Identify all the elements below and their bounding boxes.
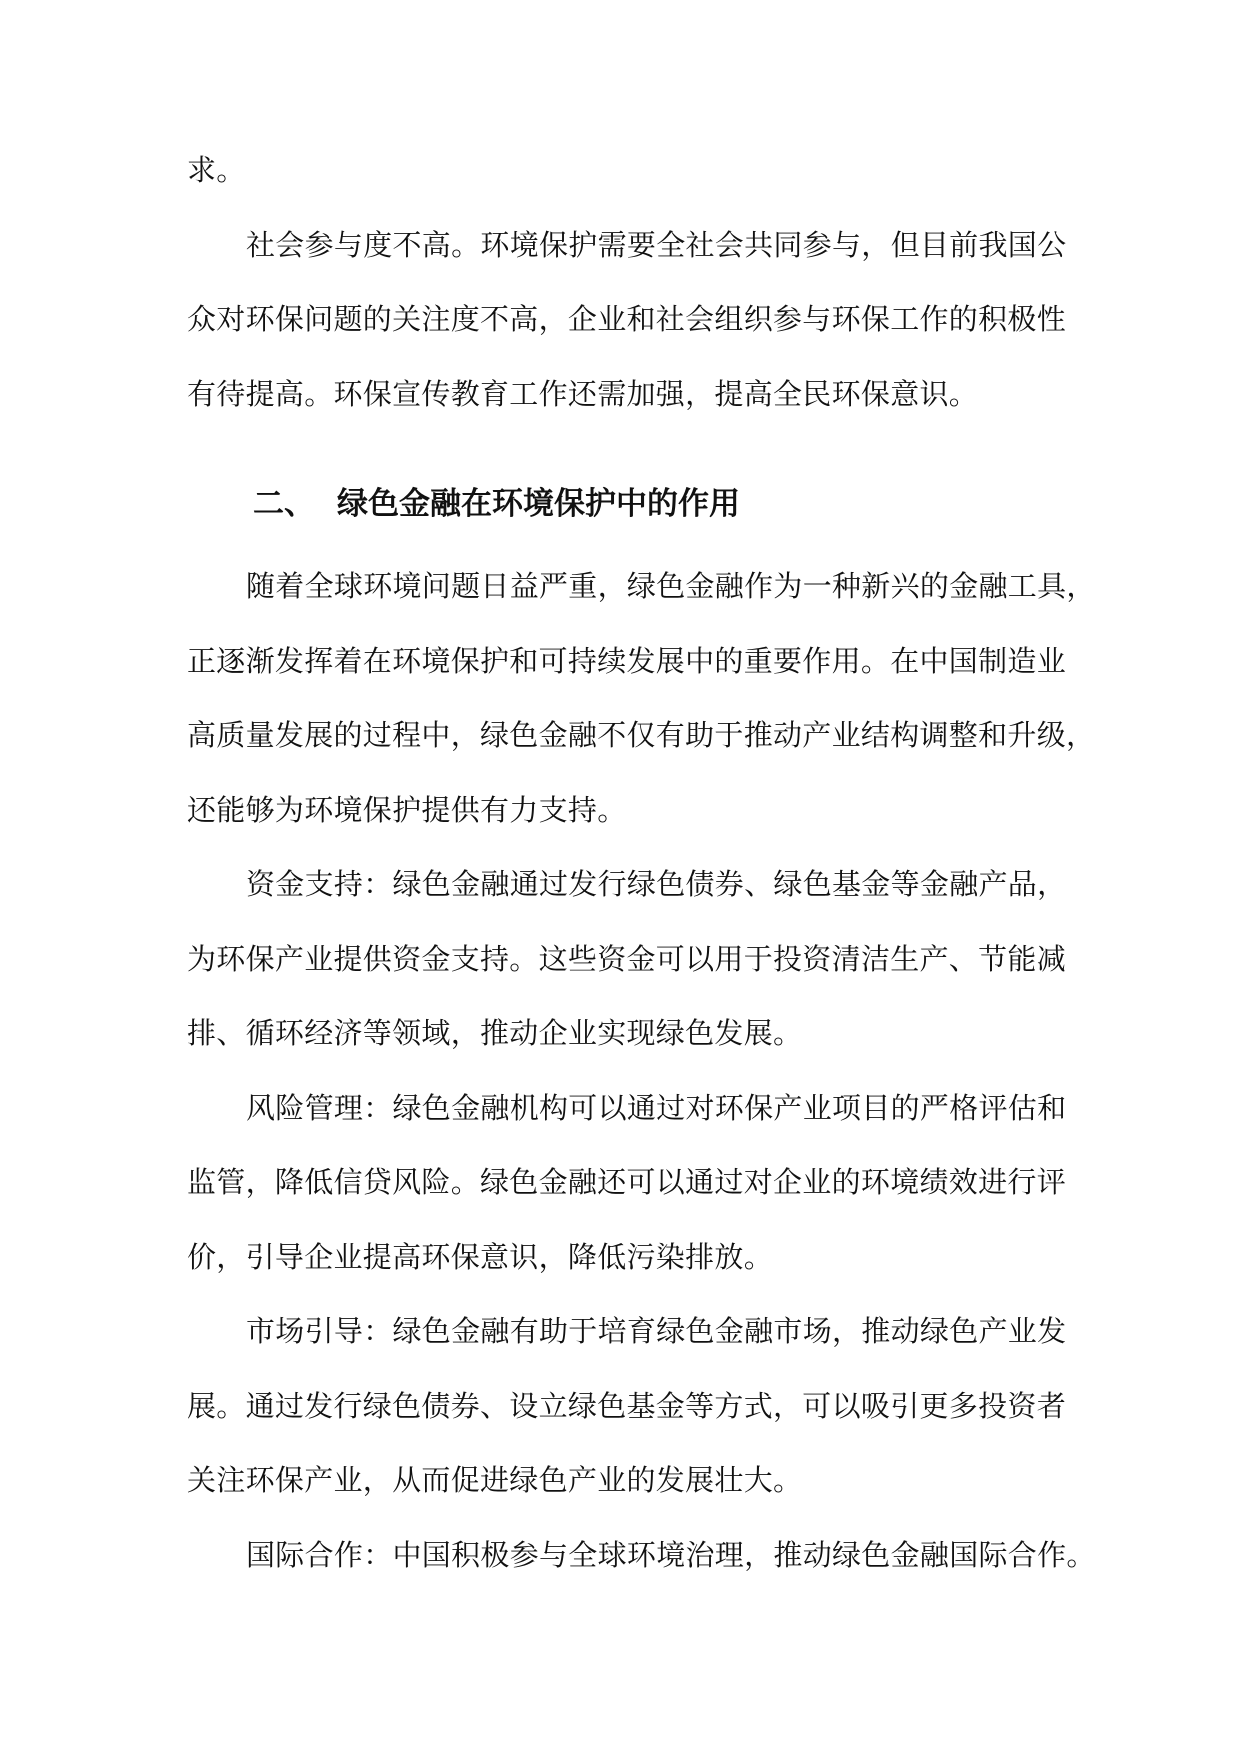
paragraph-line: 随着全球环境问题日益严重，绿色金融作为一种新兴的金融工具， [246, 569, 1096, 603]
paragraph-line: 市场引导：绿色金融有助于培育绿色金融市场，推动绿色产业发 [246, 1314, 1067, 1348]
paragraph-line: 还能够为环境保护提供有力支持。 [187, 793, 627, 827]
paragraph-line: 国际合作：中国积极参与全球环境治理，推动绿色金融国际合作。 [246, 1538, 1096, 1572]
paragraph-line: 众对环保问题的关注度不高，企业和社会组织参与环保工作的积极性 [187, 302, 1067, 336]
paragraph-line: 为环保产业提供资金支持。这些资金可以用于投资清洁生产、节能减 [187, 942, 1067, 976]
paragraph-line: 正逐渐发挥着在环境保护和可持续发展中的重要作用。在中国制造业 [187, 644, 1067, 678]
paragraph-line: 排、循环经济等领域，推动企业实现绿色发展。 [187, 1016, 803, 1050]
section-number: 二、 [253, 486, 315, 522]
paragraph-line: 有待提高。环保宣传教育工作还需加强，提高全民环保意识。 [187, 377, 979, 411]
paragraph-line: 社会参与度不高。环境保护需要全社会共同参与，但目前我国公 [246, 228, 1067, 262]
paragraph-line: 风险管理：绿色金融机构可以通过对环保产业项目的严格评估和 [246, 1091, 1067, 1125]
paragraph-line: 高质量发展的过程中，绿色金融不仅有助于推动产业结构调整和升级， [187, 718, 1096, 752]
paragraph-line: 价，引导企业提高环保意识，降低污染排放。 [187, 1240, 774, 1274]
section-heading [253, 485, 740, 523]
paragraph-line: 展。通过发行绿色债券、设立绿色基金等方式，可以吸引更多投资者 [187, 1389, 1067, 1423]
paragraph-line: 资金支持：绿色金融通过发行绿色债券、绿色基金等金融产品， [246, 867, 1067, 901]
paragraph-line: 求。 [187, 153, 246, 187]
section-title: 绿色金融在环境保护中的作用 [337, 486, 740, 522]
paragraph-line: 关注环保产业，从而促进绿色产业的发展壮大。 [187, 1463, 803, 1497]
paragraph-line: 监管，降低信贷风险。绿色金融还可以通过对企业的环境绩效进行评 [187, 1165, 1067, 1199]
